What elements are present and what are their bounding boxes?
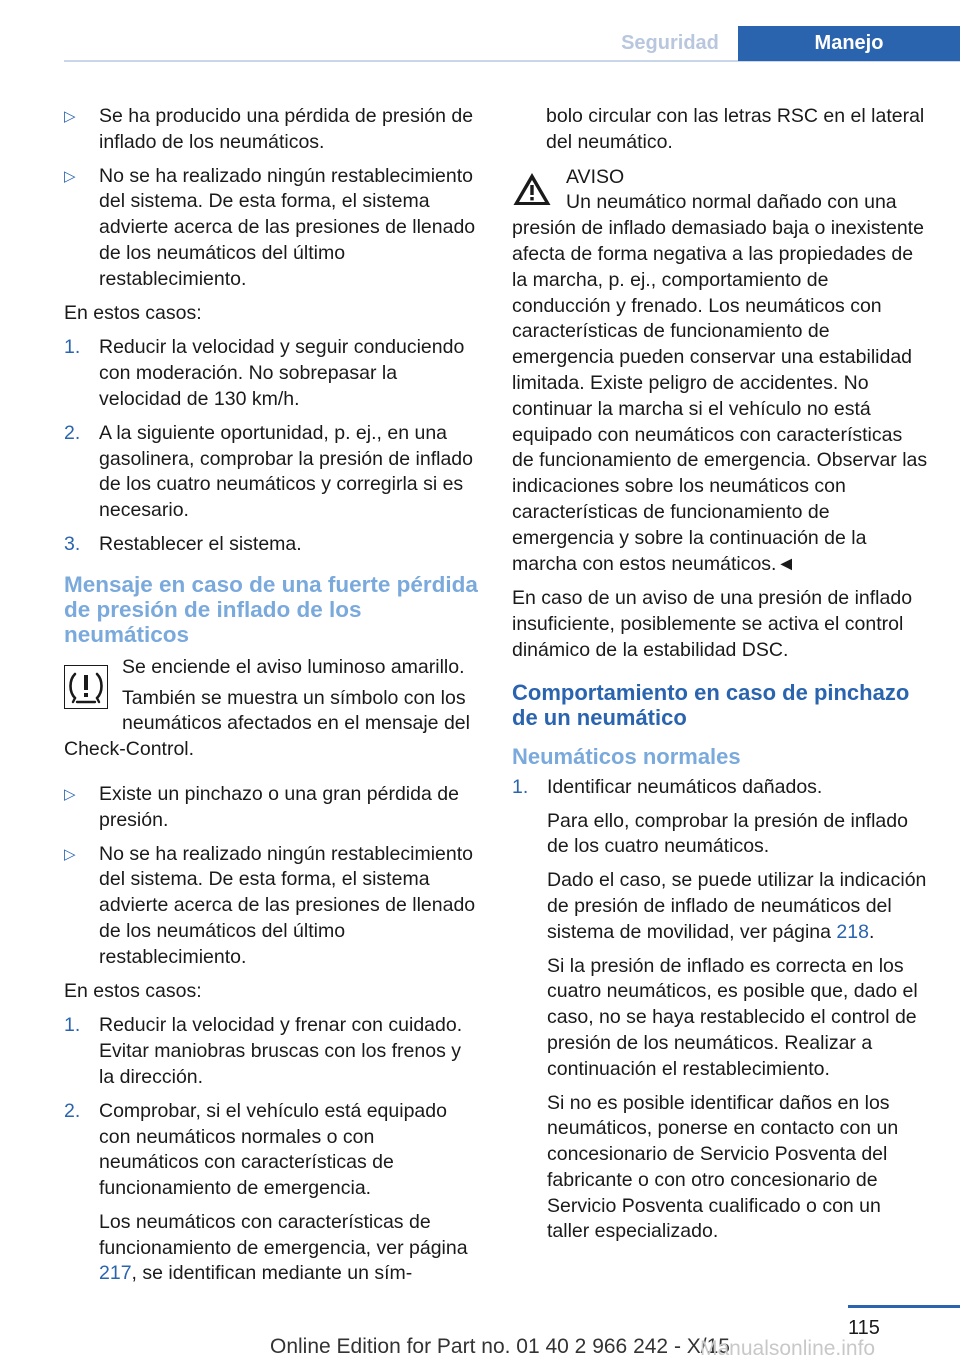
section-heading: Mensaje en caso de una fuerte pérdida de presión de inflado de los neumáticos — [64, 571, 478, 647]
step-number: 1. — [64, 336, 81, 359]
list-item: ▷ Existe un pinchazo o una gran pérdida de presión. — [64, 782, 459, 831]
paragraph: En caso de un aviso de una presión de inflado insuficiente, posiblemente se activa el control dinámico de la estabilidad DSC. — [512, 587, 913, 661]
watermark: Manualsonline.info — [700, 1337, 876, 1360]
indicator-block — [64, 655, 478, 763]
triangle-bullet-icon: ▷ — [64, 845, 76, 863]
list-item: 2. Comprobar, si el vehículo está equipado con neumáticos normales o con neumáticos con características de funcionamiento de emergencia. Los neumáticos con características de funcionamiento de emergencia, ver página 217, se identifican mediante un sím- — [64, 1099, 468, 1285]
right-column — [512, 104, 928, 1253]
paragraph: bolo circular con las letras RSC en el lateral del neumático. — [546, 105, 925, 153]
footer-rule — [848, 1305, 960, 1308]
step-number: 2. — [64, 421, 81, 444]
warning-text: Un neumático normal dañado con una presión de inflado demasiado baja o inexistente afecta de forma negativa a las propiedades de la marcha, p. ej., comportamiento de conducción y frenado. Los neumáticos con características de funcionamiento de emergencia pueden conservar una estabilidad limitada. Existe peligro de accidentes. No continuar la marcha si el vehículo no está equipado con neumáticos con características de funcionamiento de emergencia. Observar las indicaciones sobre los neumáticos con características de funcionamiento de emergencia y sobre la continuación de la marcha con estos neumáticos.◄ — [512, 191, 928, 575]
step-number: 2. — [64, 1099, 81, 1122]
tire-pressure-warning-icon — [64, 665, 108, 709]
list-item: 1. Reducir la velocidad y frenar con cuidado. Evitar maniobras bruscas con los frenos y la dirección. — [64, 1014, 463, 1088]
warning-triangle-icon — [512, 171, 552, 207]
section-heading: Comportamiento en caso de pinchazo de un neumático — [512, 679, 910, 730]
list-item: ▷ No se ha realizado ningún restablecimiento del sistema. De esta forma, el sistema advierte acerca de las presiones de llenado de los neumáticos del último restablecimiento. — [64, 164, 476, 290]
paragraph: En estos casos: — [64, 301, 202, 324]
list-item: ▷ No se ha realizado ningún restablecimiento del sistema. De esta forma, el sistema advierte acerca de las presiones de llenado de los neumáticos del último restablecimiento. — [64, 842, 476, 968]
step-number: 1. — [64, 1014, 81, 1037]
triangle-bullet-icon: ▷ — [64, 108, 76, 125]
list-item: 2. A la siguiente oportunidad, p. ej., en una gasolinera, comprobar la presión de inflado de los cuatro neumáticos y corregirla si es necesario. — [64, 421, 473, 522]
left-column — [64, 104, 478, 1295]
step-number: 3. — [64, 532, 81, 555]
edition-text: Online Edition for Part no. 01 40 2 966 242 - X/15 — [270, 1335, 730, 1358]
list-item: 3. Restablecer el sistema. — [64, 532, 478, 558]
page-link[interactable]: 218 — [836, 920, 869, 943]
triangle-bullet-icon: ▷ — [64, 785, 76, 803]
paragraph: Se enciende el aviso luminoso amarillo. — [122, 655, 465, 678]
page-number: 115 — [848, 1317, 880, 1339]
paragraph: También se muestra un símbolo con los neumáticos afectados en el mensaje del Check-Control. — [64, 686, 470, 761]
warning-title: AVISO — [566, 165, 625, 188]
triangle-bullet-icon: ▷ — [64, 167, 76, 185]
subsection-heading: Neumáticos normales — [512, 743, 741, 769]
warning-block — [512, 165, 928, 578]
tab-manejo[interactable]: Manejo — [738, 26, 960, 61]
list-item: ▷ Se ha producido una pérdida de presión de inflado de los neumáticos. — [64, 105, 474, 153]
tab-seguridad[interactable]: Seguridad — [621, 32, 719, 54]
list-item: 1. Reducir la velocidad y seguir conduciendo con moderación. No sobrepasar la velocidad de 130 km/h. — [64, 336, 465, 410]
page-link[interactable]: 217 — [99, 1262, 132, 1285]
step-number: 1. — [512, 775, 529, 798]
paragraph: En estos casos: — [64, 979, 202, 1002]
list-item: 1. Identificar neumáticos dañados. Para ello, comprobar la presión de inflado de los cuatro neumáticos. Dado el caso, se puede utilizar la indicación de presión de inflado de neumáticos del sistema de movilidad, ver página 218. Si la presión de inflado es correcta en los cuatro neumáticos, es posible que, dado el caso, no se haya restablecido el control de presión de los neumáticos. Realizar a continuación el restablecimiento. Si no es posible identificar daños en los neumáticos, ponerse en contacto con un concesionario de Servicio Posventa del fabricante o con otro concesionario de Servicio Posventa cualificado o con un taller especializado. — [512, 775, 927, 1243]
